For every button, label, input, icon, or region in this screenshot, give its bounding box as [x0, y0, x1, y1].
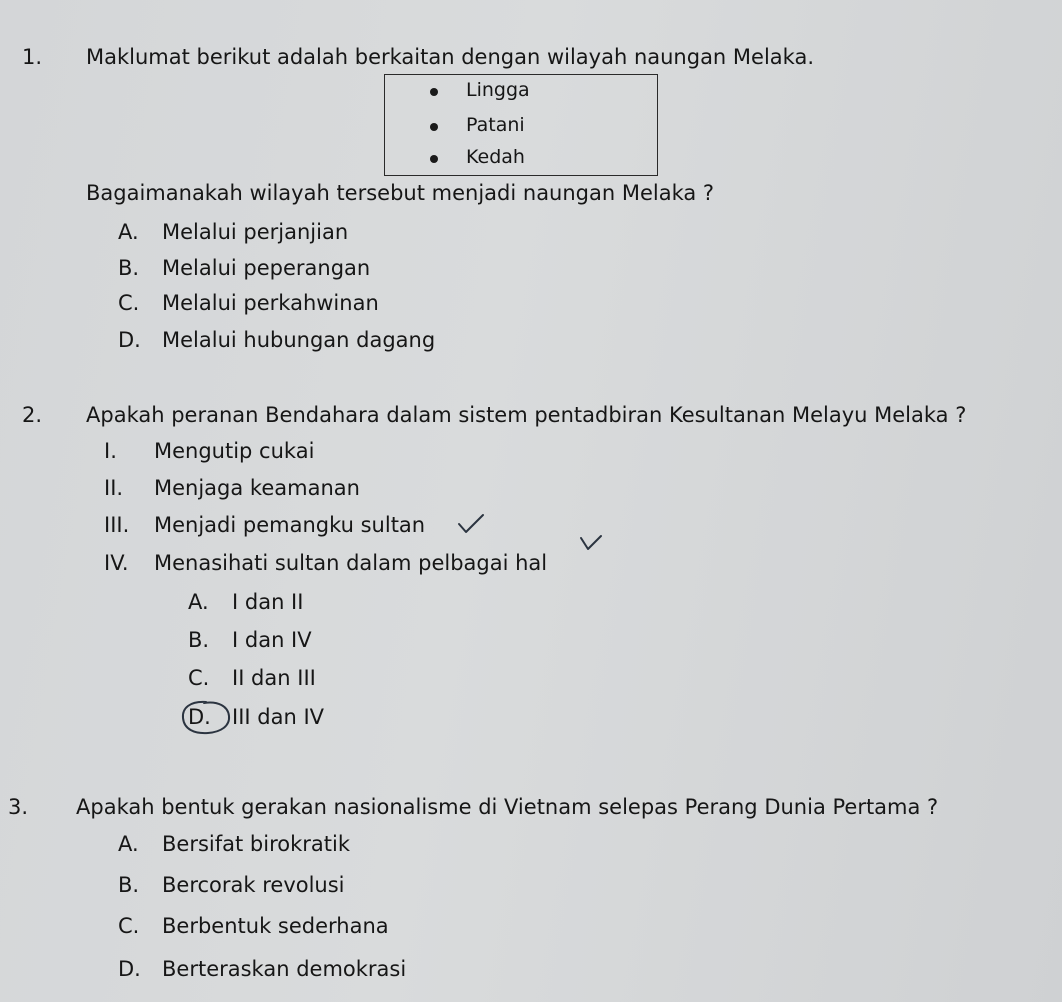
- q2-statement-text: Mengutip cukai: [154, 439, 315, 463]
- q3-option-text: Berbentuk sederhana: [162, 914, 389, 938]
- q2-statement-text: Menjaga keamanan: [154, 476, 360, 500]
- q2-option-text: III dan IV: [232, 705, 324, 729]
- q1-option-letter: A.: [118, 220, 139, 244]
- q2-number: 2.: [22, 403, 43, 427]
- q1-box-item: Patani: [466, 114, 525, 136]
- q1-option-text: Melalui perjanjian: [162, 220, 349, 244]
- q2-option-letter: A.: [188, 590, 209, 614]
- q1-option-letter: D.: [118, 328, 141, 352]
- q2-option-text: II dan III: [232, 666, 316, 690]
- q1-text: Maklumat berikut adalah berkaitan dengan wilayah naungan Melaka.: [86, 45, 814, 69]
- q3-option-text: Bercorak revolusi: [162, 873, 345, 897]
- q1-option-text: Melalui hubungan dagang: [162, 328, 436, 352]
- q1-option-letter: C.: [118, 291, 140, 315]
- q1-option-text: Melalui perkahwinan: [162, 291, 379, 315]
- q3-option-letter: A.: [118, 832, 139, 856]
- q2-statement-numeral: I.: [104, 439, 117, 463]
- q2-option-letter: B.: [188, 628, 210, 652]
- q2-text: Apakah peranan Bendahara dalam sistem pentadbiran Kesultanan Melayu Melaka ?: [86, 403, 967, 427]
- bullet-icon: [430, 155, 438, 163]
- q1-box-item: Kedah: [466, 146, 525, 168]
- q2-statement-numeral: IV.: [104, 551, 129, 575]
- bullet-icon: [430, 123, 438, 131]
- checkmark-icon: [456, 512, 486, 536]
- q2-option-text: I dan II: [232, 590, 304, 614]
- q1-number: 1.: [22, 45, 43, 69]
- checkmark-icon: [578, 534, 604, 554]
- q1-option-letter: B.: [118, 256, 140, 280]
- q2-statement-text: Menjadi pemangku sultan: [154, 513, 426, 537]
- q2-statement-numeral: III.: [104, 513, 130, 537]
- q1-box-item: Lingga: [466, 79, 530, 101]
- q2-option-letter: C.: [188, 666, 210, 690]
- answer-circle-icon: [176, 698, 236, 738]
- q3-option-letter: B.: [118, 873, 140, 897]
- q3-option-letter: D.: [118, 957, 141, 981]
- bullet-icon: [430, 88, 438, 96]
- q3-text: Apakah bentuk gerakan nasionalisme di Vietnam selepas Perang Dunia Pertama ?: [76, 795, 939, 819]
- q2-option-letter: D.: [188, 705, 211, 729]
- q1-option-text: Melalui peperangan: [162, 256, 371, 280]
- q2-option-text: I dan IV: [232, 628, 312, 652]
- q3-number: 3.: [8, 795, 29, 819]
- q3-option-letter: C.: [118, 914, 140, 938]
- q1-prompt: Bagaimanakah wilayah tersebut menjadi naungan Melaka ?: [86, 181, 715, 205]
- q2-statement-numeral: II.: [104, 476, 124, 500]
- q3-option-text: Bersifat birokratik: [162, 832, 350, 856]
- q2-statement-text: Menasihati sultan dalam pelbagai hal: [154, 551, 548, 575]
- q3-option-text: Berteraskan demokrasi: [162, 957, 407, 981]
